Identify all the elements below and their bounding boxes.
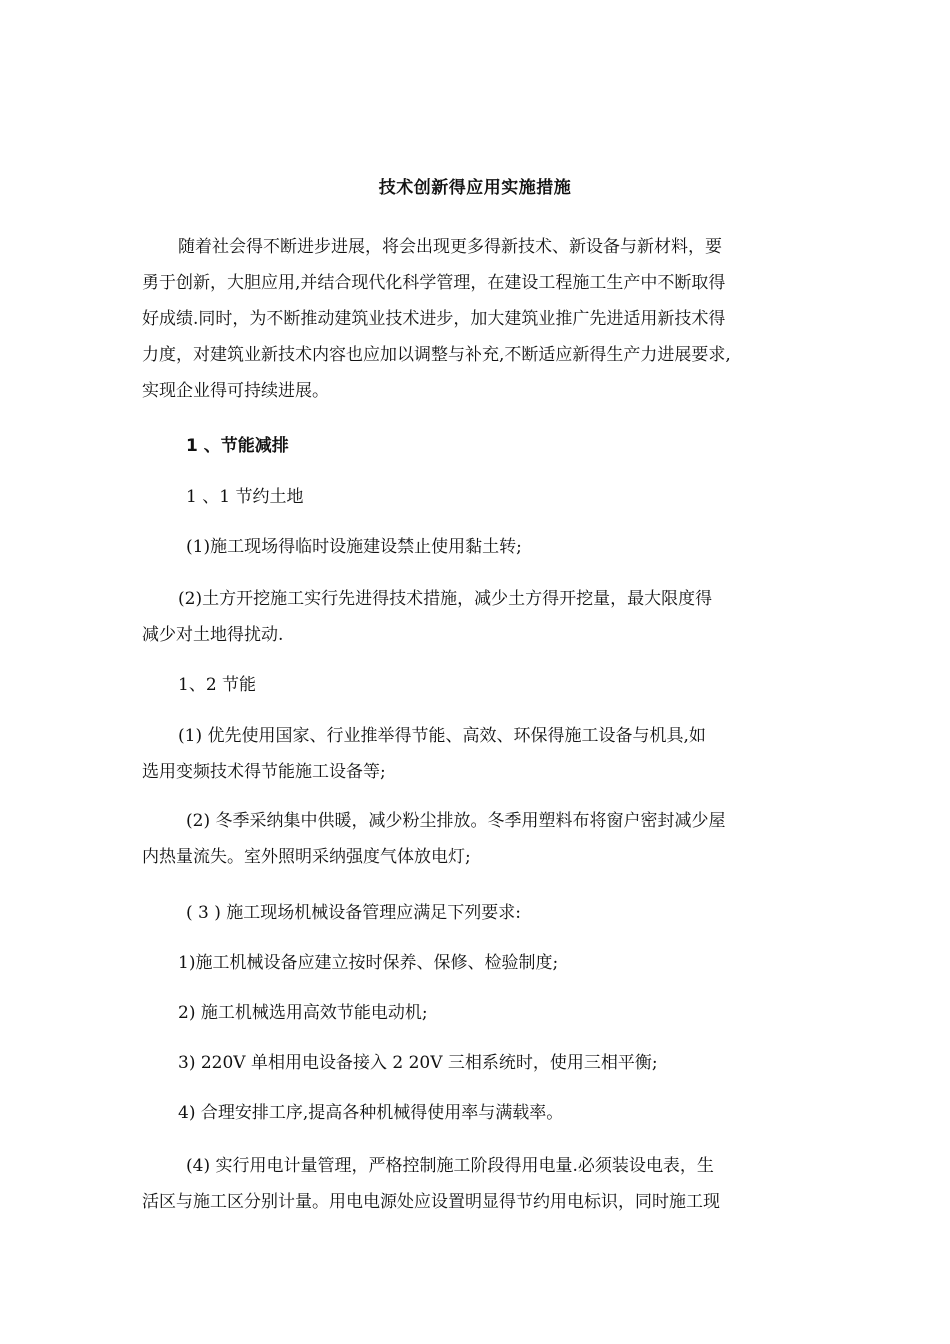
list-item-multiline: [142, 718, 814, 790]
section-heading: 1 、节能减排: [186, 436, 289, 456]
document-title: 技术创新得应用实施措施: [378, 178, 572, 198]
list-item-line: (1) 优先使用国家、行业推举得节能、高效、环保得施工设备与机具,如: [178, 726, 706, 746]
list-item-line: 活区与施工区分别计量。用电电源处应设置明显得节约用电标识，同时施工现: [142, 1192, 720, 1212]
intro-paragraph: [142, 229, 814, 409]
list-item-multiline: [142, 581, 814, 653]
intro-line: 随着社会得不断进步进展，将会出现更多得新技术、新设备与新材料，要: [178, 237, 722, 257]
sub-list-item: 3) 220V 单相用电设备接入 2 20V 三相系统时，使用三相平衡;: [178, 1053, 658, 1073]
sub-list-item: 2) 施工机械选用高效节能电动机;: [178, 1003, 428, 1023]
list-item-line: 内热量流失。室外照明采纳强度气体放电灯;: [142, 847, 471, 867]
sub-list-item: 1)施工机械设备应建立按时保养、保修、检验制度;: [178, 953, 559, 973]
list-item: (1)施工现场得临时设施建设禁止使用黏土转;: [186, 537, 522, 557]
intro-line: 实现企业得可持续进展。: [142, 381, 329, 401]
intro-line: 勇于创新，大胆应用,并结合现代化科学管理，在建设工程施工生产中不断取得: [142, 273, 726, 293]
list-item-line: 选用变频技术得节能施工设备等;: [142, 762, 386, 782]
list-item-multiline: [142, 1148, 814, 1220]
list-item-multiline: [142, 803, 814, 875]
intro-line: 好成绩.同时，为不断推动建筑业技术进步，加大建筑业推广先进适用新技术得: [142, 309, 726, 329]
sub-list-item: 4) 合理安排工序,提高各种机械得使用率与满载率。: [178, 1103, 564, 1123]
subsection-heading: 1 、1 节约土地: [186, 487, 304, 507]
list-item-line: 减少对土地得扰动.: [142, 625, 284, 645]
intro-line: 力度，对建筑业新技术内容也应加以调整与补充,不断适应新得生产力进展要求,: [142, 345, 731, 365]
list-item: ( 3 ) 施工现场机械设备管理应满足下列要求:: [186, 903, 522, 923]
list-item-line: (2)土方开挖施工实行先进得技术措施，减少土方得开挖量，最大限度得: [178, 589, 713, 609]
list-item-line: (4) 实行用电计量管理，严格控制施工阶段得用电量.必须装设电表，生: [186, 1156, 714, 1176]
subsection-heading: 1、2 节能: [178, 675, 257, 695]
list-item-line: (2) 冬季采纳集中供暖，减少粉尘排放。冬季用塑料布将窗户密封减少屋: [186, 811, 726, 831]
